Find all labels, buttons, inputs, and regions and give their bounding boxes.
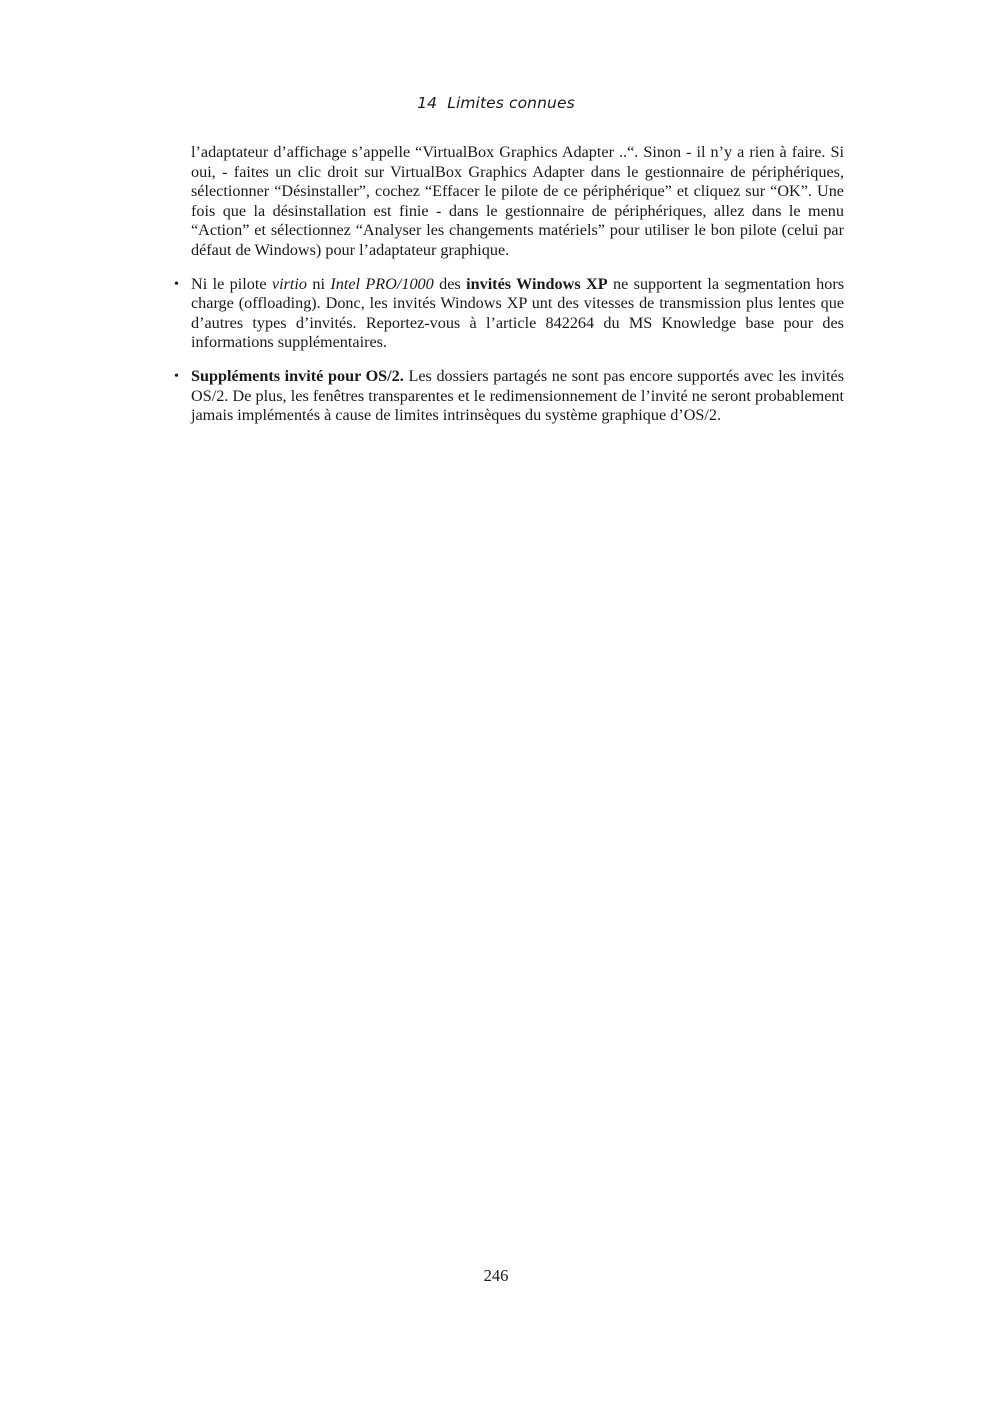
page-body [174,143,844,426]
running-header [0,94,992,112]
bullet-text: Ni le pilote [191,274,272,293]
term-windows-xp-guests: invités Windows XP [466,274,608,293]
bullet-text: ni [306,274,331,293]
page-number: 246 [483,1266,509,1285]
term-os2-guest-additions: Suppléments invité pour OS/2. [191,366,404,385]
bullet-text: Les dossiers partagés ne sont pas encore supportés avec les invités OS/2. De plus, les fenêtres transparentes et le redimensionnement de l’invité ne seront probablement jamais implémentés à cause de limites intrinsèques du système graphique d’OS/2. [191,366,844,425]
term-virtio: virtio [271,274,307,293]
chapter-number: 14 [417,94,438,112]
bullet-text: des [433,274,467,293]
bullet-text: ne supportent la segmentation hors charge (offloading). Donc, les invités Windows XP unt des vitesses de transmission plus lentes que d’autres types d’invités. Reportez-vous à l’article 842264 du MS Knowledge base pour des informations supplémentaires. [191,274,845,352]
chapter-title: Limites connues [447,94,575,112]
bullet-list [174,275,844,426]
bullet-marker: • [174,368,179,384]
continued-paragraph: l’adaptateur d’affichage s’appelle “VirtualBox Graphics Adapter ..“. Sinon - il n’y a rien à faire. Si oui, - faites un clic droit sur VirtualBox Graphics Adapter dans le gestionnaire de périphériques, sélectionner “Désinstaller”, cochez “Effacer le pilote de ce périphérique” et cliquez sur “OK”. Une fois que la désinstallation est finie - dans le gestionnaire de périphériques, allez dans le menu “Action” et sélectionnez “Analyser les changements matériels” pour utiliser le bon pilote (celui par défaut de Windows) pour l’adaptateur graphique. [191,143,844,259]
term-intel-pro: Intel PRO/1000 [330,274,434,293]
bullet-item-windows-xp [174,275,844,353]
bullet-item-os2 [174,367,844,426]
bullet-marker: • [174,276,179,292]
